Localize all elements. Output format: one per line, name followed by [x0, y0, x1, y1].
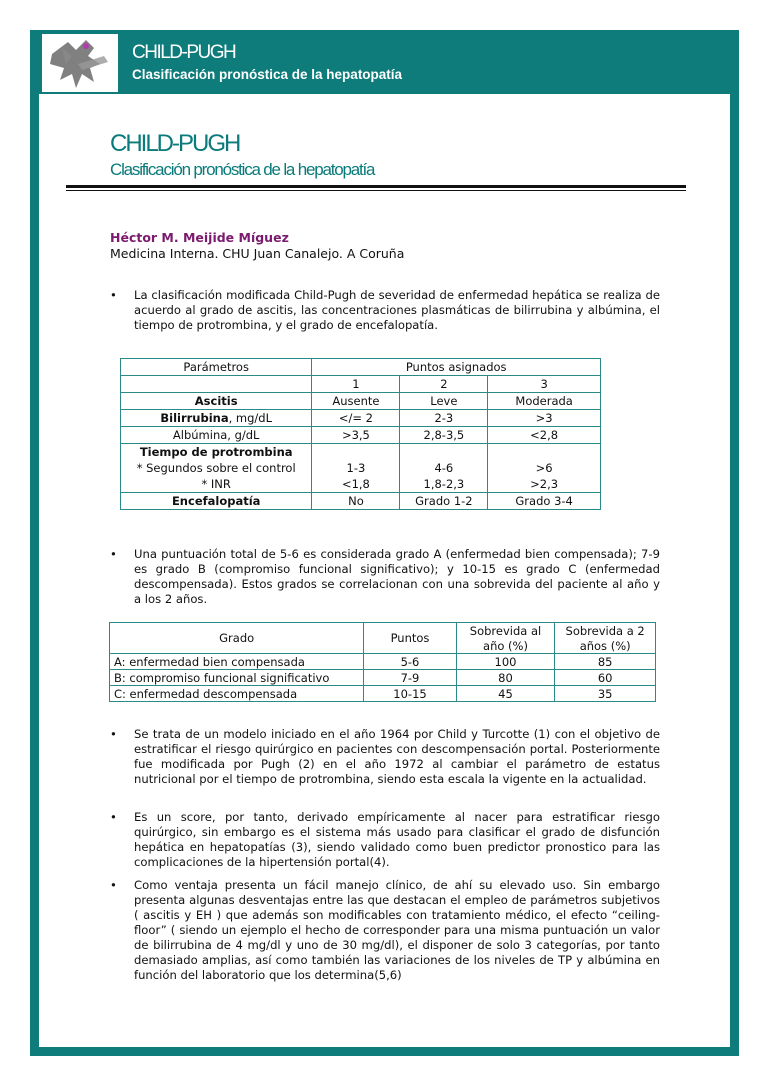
bullet-5 [110, 878, 660, 983]
table-cell: <1,8 [312, 476, 400, 493]
author: Héctor M. Meijide Míguez [110, 230, 289, 245]
bullet-text: Una puntuación total de 5-6 es considerada grado A (enfermedad bien compensada); 7-9 es grado B (compromiso funcional significativo); y 10-15 es grado C (enfermedad descompensada). Estos grados se correlacionan con una sobrevida del paciente al año y a los 2 años. [134, 547, 660, 606]
table-header-sobrevida-1b: año (%) [456, 638, 555, 654]
table-row [121, 410, 601, 427]
bullet-dot-icon: • [110, 288, 117, 302]
logo [42, 34, 118, 92]
frame-bottom [30, 1047, 739, 1056]
table-row [110, 670, 656, 686]
table-row [110, 654, 656, 670]
header-title: CHILD-PUGH [132, 42, 236, 63]
table-cell: >3 [488, 410, 601, 427]
bullet-dot-icon: • [110, 727, 117, 741]
header-band [122, 36, 738, 94]
table-cell: * INR [121, 476, 312, 493]
bullet-text: Es un score, por tanto, derivado empíricamente al nacer para estratificar riesgo quirúrgico, sin embargo es el sistema más usado para clasificar el grado de disfunción hepática en hepatopatías (3), siendo validado como buen predictor pronostico para las complicaciones de la hipertensión portal(4). [134, 810, 660, 869]
bullet-4 [110, 810, 660, 870]
bullet-dot-icon: • [110, 547, 117, 561]
table-header-puntos: Puntos [364, 623, 456, 654]
table-cell: 2 [400, 376, 488, 393]
table-cell: 7-9 [364, 670, 456, 686]
liver-logo-icon [42, 34, 118, 92]
table-cell: Grado 1-2 [400, 493, 488, 510]
table-cell: Ascitis [121, 393, 312, 410]
table-cell: Moderada [488, 393, 601, 410]
frame-left [30, 30, 39, 1056]
table-header-parametros: Parámetros [121, 359, 312, 376]
table-cell: 1 [312, 376, 400, 393]
unit-label: , mg/dL [228, 411, 273, 425]
table-cell: Tiempo de protrombina [121, 444, 312, 461]
document-subtitle: Clasificación pronóstica de la hepatopatía [110, 160, 375, 179]
table-cell: B: compromiso funcional significativo [110, 670, 364, 686]
table-cell: 80 [456, 670, 555, 686]
table-row [121, 444, 601, 461]
table-cell: 45 [456, 686, 555, 702]
table-row [110, 623, 656, 639]
table-cell: * Segundos sobre el control [121, 460, 312, 476]
table-cell [312, 444, 400, 461]
bullet-dot-icon: • [110, 878, 117, 892]
table-header-sobrevida-2b: años (%) [555, 638, 656, 654]
table-cell: 1-3 [312, 460, 400, 476]
table-header-grado: Grado [110, 623, 364, 654]
table-cell: >3,5 [312, 427, 400, 444]
header-subtitle: Clasificación pronóstica de la hepatopatía [132, 67, 403, 82]
table-cell: 85 [555, 654, 656, 670]
bold-label: Bilirrubina [160, 411, 229, 425]
child-pugh-table [120, 358, 601, 510]
table-cell: Ausente [312, 393, 400, 410]
table-row [110, 686, 656, 702]
bullet-3 [110, 727, 660, 787]
table-cell: Grado 3-4 [488, 493, 601, 510]
table-cell [400, 444, 488, 461]
table-cell: 3 [488, 376, 601, 393]
table-cell: 60 [555, 670, 656, 686]
table-cell: 2,8-3,5 [400, 427, 488, 444]
table-cell: >2,3 [488, 476, 601, 493]
bullet-text: La clasificación modificada Child-Pugh de severidad de enfermedad hepática se realiza de acuerdo al grado de ascitis, las concentraciones plasmáticas de bilirrubina y albúmina, el tiempo de protrombina, y el grado de encefalopatía. [134, 288, 660, 332]
bullet-text: Se trata de un modelo iniciado en el año 1964 por Child y Turcotte (1) con el objetivo de estratificar el riesgo quirúrgico en pacientes con descompensación portal. Posteriormente fue modificada por Pugh (2) en el año 1972 al cambiar el parámetro de estatus nutricional por el tiempo de protrombina, siendo esta escala la vigente en la actualidad. [134, 727, 660, 786]
table-cell: 5-6 [364, 654, 456, 670]
affiliation: Medicina Interna. CHU Juan Canalejo. A Coruña [110, 246, 405, 261]
table-cell: 4-6 [400, 460, 488, 476]
table-row [121, 393, 601, 410]
table-row [121, 493, 601, 510]
table-cell: No [312, 493, 400, 510]
title-rule-thin [66, 190, 686, 191]
table-cell: 10-15 [364, 686, 456, 702]
table-row [121, 427, 601, 444]
table-cell: Encefalopatía [121, 493, 312, 510]
grade-survival-table [109, 622, 656, 702]
bullet-1 [110, 288, 660, 333]
table-cell: 100 [456, 654, 555, 670]
table-cell: C: enfermedad descompensada [110, 686, 364, 702]
table-header-sobrevida-1: Sobrevida al [456, 623, 555, 639]
table-cell [121, 410, 312, 427]
table-cell: A: enfermedad bien compensada [110, 654, 364, 670]
table-row [121, 460, 601, 476]
table-header-puntos: Puntos asignados [312, 359, 601, 376]
bullet-2 [110, 547, 660, 607]
table-cell: Albúmina, g/dL [121, 427, 312, 444]
table-cell: <2,8 [488, 427, 601, 444]
table-cell [488, 444, 601, 461]
document-title: CHILD-PUGH [110, 130, 240, 157]
bullet-dot-icon: • [110, 810, 117, 824]
table-cell: Leve [400, 393, 488, 410]
title-rule [66, 185, 686, 188]
table-cell: >6 [488, 460, 601, 476]
frame-right [730, 30, 739, 1056]
table-cell [121, 376, 312, 393]
table-cell: 1,8-2,3 [400, 476, 488, 493]
table-row [121, 476, 601, 493]
table-cell: 35 [555, 686, 656, 702]
table-cell: 2-3 [400, 410, 488, 427]
bullet-text: Como ventaja presenta un fácil manejo clínico, de ahí su elevado uso. Sin embargo presenta algunas desventajas entre las que destacan el empleo de parámetros subjetivos ( ascitis y EH ) que además son modificables con tratamiento médico, el efecto “ceiling-floor” ( siendo un ejemplo el hecho de corresponder para una misma puntuación un valor de bilirrubina de 4 mg/dl y uno de 30 mg/dl), el disponer de solo 3 categorías, por tanto demasiado amplias, así como también las variaciones de los niveles de TP y albúmina en función del laboratorio que los determina(5,6) [134, 878, 660, 982]
table-cell: </= 2 [312, 410, 400, 427]
table-header-sobrevida-2: Sobrevida a 2 [555, 623, 656, 639]
